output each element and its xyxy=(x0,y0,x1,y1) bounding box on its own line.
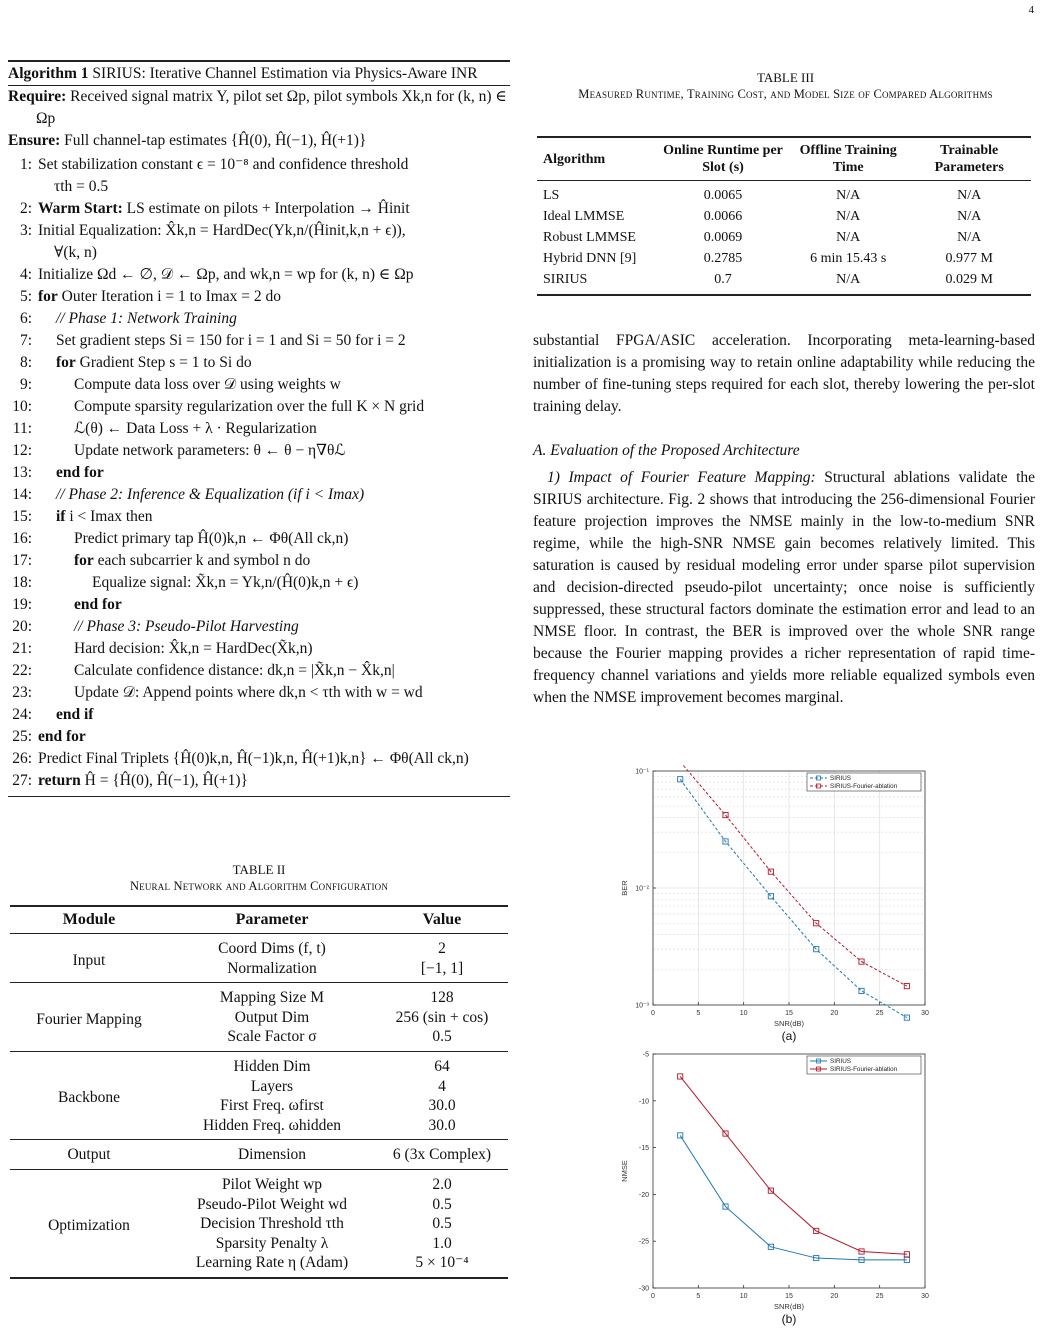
table2-row xyxy=(10,1051,508,1076)
series-line xyxy=(680,1135,907,1259)
table3-header: Algorithm xyxy=(543,151,606,167)
x-tick-label: 30 xyxy=(921,1010,929,1017)
line-number: 2: xyxy=(19,200,32,217)
x-tick-label: 15 xyxy=(785,1293,793,1300)
line-keyword: return xyxy=(38,772,81,789)
line-text xyxy=(56,352,252,374)
line-content: ℒ(θ) ← Data Loss + λ · Regularization xyxy=(74,420,317,437)
algorithm-line xyxy=(8,572,510,594)
line-number: 22: xyxy=(12,662,32,679)
algorithm-line xyxy=(8,704,510,726)
algorithm-line xyxy=(8,528,510,550)
y-tick-label: -20 xyxy=(638,1191,649,1199)
table2-value: 4 xyxy=(438,1077,446,1095)
line-content: LS estimate on pilots + Interpolation → Ĥinit xyxy=(122,200,410,217)
line-content: Outer Iteration i = 1 to Imax = 2 do xyxy=(57,288,282,305)
line-keyword: for xyxy=(38,288,58,305)
table2-module: Optimization xyxy=(48,1217,130,1235)
x-axis-label: SNR(dB) xyxy=(773,1019,805,1028)
line-text xyxy=(74,660,395,682)
line-text xyxy=(38,726,86,748)
algorithm-line xyxy=(8,176,510,198)
algorithm-line xyxy=(8,242,510,264)
table2-parameter: Layers xyxy=(250,1077,294,1095)
algorithm-line xyxy=(8,748,510,770)
line-text xyxy=(56,506,153,528)
line-content: // Phase 2: Inference & Equalization (if i < Imax) xyxy=(56,486,365,503)
table3-row xyxy=(537,181,1031,207)
series-line xyxy=(680,779,907,1017)
line-text xyxy=(74,638,313,660)
x-tick-label: 25 xyxy=(875,1293,884,1300)
line-number: 14: xyxy=(12,486,32,503)
line-content: i < Imax then xyxy=(65,508,153,525)
line-text xyxy=(38,198,410,220)
algorithm-line xyxy=(8,770,510,792)
table3-cell: N/A xyxy=(957,209,982,224)
table2-row xyxy=(10,1140,508,1170)
line-number: 24: xyxy=(12,706,32,723)
table2-value: 0.5 xyxy=(432,1195,452,1213)
line-number: 4: xyxy=(19,266,32,283)
line-number: 6: xyxy=(19,310,32,327)
table2-module: Output xyxy=(67,1146,111,1164)
table3-header: Offline Training Time xyxy=(799,143,897,175)
table2-value: 256 (sin + cos) xyxy=(395,1008,489,1026)
table2-caption xyxy=(10,862,508,894)
algorithm-line xyxy=(8,418,510,440)
table3-cell: 0.0065 xyxy=(703,188,743,203)
table2-row xyxy=(10,934,508,959)
line-number: 10: xyxy=(12,398,32,415)
line-text xyxy=(38,264,414,286)
algorithm-line xyxy=(8,374,510,396)
table3-cell: N/A xyxy=(836,188,861,203)
ber-chart xyxy=(615,765,945,1045)
line-text xyxy=(38,286,281,308)
table3-cell: 6 min 15.43 s xyxy=(810,251,887,266)
line-content: Initial Equalization: X̂k,n = HardDec(Yk,n/(Ĥinit,k,n + ϵ)), xyxy=(38,222,406,239)
data-point xyxy=(678,1133,683,1138)
x-axis-label: SNR(dB) xyxy=(773,1302,805,1311)
algorithm-label: Algorithm 1 xyxy=(8,65,89,82)
x-tick-label: 5 xyxy=(696,1293,701,1300)
algorithm-block xyxy=(8,60,510,797)
line-text xyxy=(38,154,408,176)
line-content: // Phase 3: Pseudo-Pilot Harvesting xyxy=(74,618,299,635)
table2-title: Neural Network and Algorithm Configuration xyxy=(129,879,389,893)
x-tick-label: 0 xyxy=(651,1010,655,1017)
algorithm-line xyxy=(8,264,510,286)
table3 xyxy=(537,136,1031,296)
algorithm-line xyxy=(8,682,510,704)
line-number: 8: xyxy=(19,354,32,371)
line-number: 13: xyxy=(12,464,32,481)
table3-cell: N/A xyxy=(836,272,861,287)
legend-entry: SIRIUS-Fourier-ablation xyxy=(830,1066,898,1074)
line-text xyxy=(74,374,341,396)
line-text xyxy=(74,550,310,572)
table2-value: 6 (3x Complex) xyxy=(392,1146,492,1164)
line-keyword: for xyxy=(56,354,76,371)
table2-parameter: Mapping Size M xyxy=(219,989,325,1007)
line-number: 7: xyxy=(19,332,32,349)
require-text: Received signal matrix Y, pilot set Ωp, pilot symbols Xk,n for (k, n) ∈ Ωp xyxy=(36,88,507,127)
algorithm-line xyxy=(8,330,510,352)
algorithm-line xyxy=(8,352,510,374)
legend-entry: SIRIUS-Fourier-ablation xyxy=(830,783,898,791)
x-tick-label: 30 xyxy=(921,1293,929,1300)
line-number: 1: xyxy=(19,156,32,173)
line-content: Update 𝒟: Append points where dk,n < τth with w = wd xyxy=(74,684,423,701)
table2-parameter: Coord Dims (f, t) xyxy=(218,940,326,957)
line-content: each subcarrier k and symbol n do xyxy=(93,552,311,569)
y-tick-label: 10⁻³ xyxy=(635,1002,649,1010)
line-content: Predict primary tap Ĥ(0)k,n ← Φθ(All ck,n) xyxy=(74,530,349,547)
table3-cell: N/A xyxy=(836,209,861,224)
line-text xyxy=(54,176,108,198)
y-axis-label: NMSE xyxy=(620,1160,629,1182)
line-content: // Phase 1: Network Training xyxy=(56,310,237,327)
algorithm-line xyxy=(8,462,510,484)
line-keyword: end for xyxy=(38,728,86,745)
line-number: 12: xyxy=(12,442,32,459)
line-text xyxy=(74,594,122,616)
table3-algorithm: Robust LMMSE xyxy=(543,230,636,245)
algorithm-line xyxy=(8,440,510,462)
table3-cell: 0.7 xyxy=(714,272,732,287)
page-number: 4 xyxy=(1028,4,1034,16)
line-text xyxy=(92,572,358,594)
algorithm-line xyxy=(8,550,510,572)
table2-parameter: Hidden Dim xyxy=(233,1057,311,1075)
x-tick-label: 10 xyxy=(739,1293,748,1300)
line-number: 9: xyxy=(19,376,32,393)
table3-row xyxy=(537,269,1031,295)
line-text xyxy=(74,528,348,550)
algorithm-line xyxy=(8,154,510,176)
line-content: Predict Final Triplets {Ĥ(0)k,n, Ĥ(−1)k,n, Ĥ(+1)k,n} ← Φθ(All ck,n) xyxy=(38,750,469,767)
subsection-heading: 1) Impact of Fourier Feature Mapping: xyxy=(547,469,816,486)
line-content: ∀(k, n) xyxy=(54,244,97,261)
line-text xyxy=(74,616,299,638)
algorithm-header xyxy=(8,62,510,85)
table3-cell: N/A xyxy=(957,230,982,245)
line-number: 23: xyxy=(12,684,32,701)
line-number: 20: xyxy=(12,618,32,635)
table2-value: 1.0 xyxy=(432,1234,452,1252)
table3-title: Measured Runtime, Training Cost, and Model Size of Compared Algorithms xyxy=(578,87,993,101)
line-text xyxy=(56,484,364,506)
table2-value: 0.5 xyxy=(432,1215,452,1233)
table2-value: [−1, 1] xyxy=(420,959,464,977)
paragraph-fourier xyxy=(533,467,1035,709)
table3-label: TABLE III xyxy=(756,70,815,85)
table2-label: TABLE II xyxy=(232,862,286,877)
table2-value: 30.0 xyxy=(428,1116,456,1134)
line-text xyxy=(38,770,248,792)
line-number: 27: xyxy=(12,772,32,789)
nmse-chart xyxy=(615,1048,945,1328)
line-text xyxy=(38,220,406,242)
table2-row xyxy=(10,1169,508,1194)
algorithm-line xyxy=(8,220,510,242)
algorithm-line xyxy=(8,506,510,528)
table2-parameter: Output Dim xyxy=(234,1008,310,1026)
algorithm-line xyxy=(8,660,510,682)
table3-algorithm: Ideal LMMSE xyxy=(543,209,625,224)
line-number: 5: xyxy=(19,288,32,305)
table3-algorithm: SIRIUS xyxy=(543,272,588,287)
algorithm-line xyxy=(8,396,510,418)
x-tick-label: 10 xyxy=(739,1010,748,1017)
table3-cell: 0.029 M xyxy=(945,272,993,287)
line-content: Equalize signal: X̃k,n = Yk,n/(Ĥ(0)k,n + ϵ) xyxy=(92,574,359,591)
line-content: Update network parameters: θ ← θ − η∇θℒ xyxy=(74,442,346,459)
data-point xyxy=(904,984,909,989)
line-keyword: if xyxy=(56,508,66,525)
algorithm-line xyxy=(8,484,510,506)
line-content: Compute sparsity regularization over the full K × N grid xyxy=(74,398,425,415)
ber-chart-svg xyxy=(615,765,945,1045)
y-tick-label: -15 xyxy=(638,1145,649,1153)
x-tick-label: 25 xyxy=(875,1010,884,1017)
line-text xyxy=(38,748,469,770)
table2-value: 2 xyxy=(438,940,446,957)
table2-parameter: First Freq. ωfirst xyxy=(220,1097,324,1115)
table2-parameter: Scale Factor σ xyxy=(227,1028,317,1046)
y-tick-label: -10 xyxy=(638,1098,649,1106)
line-number: 3: xyxy=(19,222,32,239)
line-text xyxy=(74,682,423,704)
table2-row xyxy=(10,983,508,1008)
table3-algorithm: Hybrid DNN [9] xyxy=(543,251,637,266)
table3-cell: 0.0066 xyxy=(703,209,743,224)
line-text xyxy=(54,242,97,264)
table2-parameter: Pilot Weight wp xyxy=(221,1175,323,1193)
nmse-chart-svg xyxy=(615,1048,945,1328)
line-number: 16: xyxy=(12,530,32,547)
table3-row xyxy=(537,248,1031,269)
line-text xyxy=(56,330,406,352)
table3-cell: 0.2785 xyxy=(703,251,743,266)
table2-parameter: Decision Threshold τth xyxy=(200,1215,344,1233)
line-content: Calculate confidence distance: dk,n = |X̃k,n − X̂k,n| xyxy=(74,662,395,679)
line-content: Set gradient steps Si = 150 for i = 1 and Si = 50 for i = 2 xyxy=(56,332,406,349)
y-tick-label: -30 xyxy=(638,1285,649,1293)
line-keyword: end for xyxy=(74,596,122,613)
line-number: 17: xyxy=(12,552,32,569)
section-heading: A. Evaluation of the Proposed Architecture xyxy=(533,442,800,459)
line-content: Hard decision: X̂k,n = HardDec(X̃k,n) xyxy=(74,640,313,657)
line-keyword: end if xyxy=(56,706,94,723)
line-content: Set stabilization constant ϵ = 10⁻⁸ and confidence threshold xyxy=(38,156,409,173)
table3-algorithm: LS xyxy=(543,188,560,203)
require-label: Require: xyxy=(8,88,67,105)
table3-row xyxy=(537,227,1031,248)
table3-caption xyxy=(533,70,1038,102)
x-tick-label: 20 xyxy=(830,1010,839,1017)
legend-entry: SIRIUS xyxy=(830,775,851,783)
y-axis-label: BER xyxy=(620,880,629,896)
table2-value: 128 xyxy=(430,989,454,1007)
table2-parameter: Sparsity Penalty λ xyxy=(215,1234,329,1252)
y-tick-label: 10⁻¹ xyxy=(635,768,649,776)
table2-module: Fourier Mapping xyxy=(36,1010,142,1028)
algorithm-line xyxy=(8,594,510,616)
table2-parameter: Normalization xyxy=(227,959,317,977)
line-number: 19: xyxy=(12,596,32,613)
series-line xyxy=(680,1076,907,1254)
table2-parameter: Pseudo-Pilot Weight wd xyxy=(196,1195,348,1213)
table3-header: Online Runtime per Slot (s) xyxy=(663,143,783,175)
line-content: Initialize Ωd ← ∅, 𝒟 ← Ωp, and wk,n = wp for (k, n) ∈ Ωp xyxy=(38,266,414,283)
table2-header: Module xyxy=(62,911,116,928)
algorithm-steps xyxy=(8,152,510,792)
legend-entry: SIRIUS xyxy=(830,1058,851,1066)
table3-cell: 0.977 M xyxy=(945,251,993,266)
algorithm-bottom-rule xyxy=(8,796,510,797)
table2-module: Backbone xyxy=(58,1089,120,1107)
line-text xyxy=(56,462,104,484)
line-number: 18: xyxy=(12,574,32,591)
line-content: Ĥ = {Ĥ(0), Ĥ(−1), Ĥ(+1)} xyxy=(80,772,248,789)
series-line xyxy=(680,765,907,986)
y-tick-label: -25 xyxy=(638,1238,649,1246)
paragraph-intro: substantial FPGA/ASIC acceleration. Incorporating meta-learning-based initialization is a promising way to retain online adaptability while reducing the number of fine-tuning steps required for each slot, thereby lowering the per-slot training delay. xyxy=(533,332,1035,415)
table3-header: Trainable Parameters xyxy=(934,143,1004,175)
ensure-label: Ensure: xyxy=(8,132,61,149)
line-text xyxy=(74,440,346,462)
x-tick-label: 0 xyxy=(651,1293,655,1300)
line-number: 25: xyxy=(12,728,32,745)
table2-value: 64 xyxy=(434,1057,450,1075)
line-content: Compute data loss over 𝒟 using weights w xyxy=(74,376,341,393)
line-number: 15: xyxy=(12,508,32,525)
algorithm-line xyxy=(8,726,510,748)
line-text xyxy=(74,418,317,440)
table3-cell: N/A xyxy=(957,188,982,203)
table2-module: Input xyxy=(72,951,106,969)
algorithm-line xyxy=(8,308,510,330)
line-number: 11: xyxy=(12,420,32,437)
table2-header: Parameter xyxy=(235,911,309,928)
algorithm-require xyxy=(8,86,510,130)
table3-row xyxy=(537,206,1031,227)
algorithm-ensure xyxy=(8,130,510,152)
table2 xyxy=(10,905,508,1279)
line-keyword: for xyxy=(74,552,94,569)
table2-value: 30.0 xyxy=(428,1097,456,1115)
subfigure-caption: (a) xyxy=(781,1029,797,1043)
table2-parameter: Dimension xyxy=(237,1146,307,1164)
algorithm-line xyxy=(8,286,510,308)
table2-parameter: Learning Rate η (Adam) xyxy=(195,1254,349,1272)
ensure-text: Full channel-tap estimates {Ĥ(0), Ĥ(−1), Ĥ(+1)} xyxy=(64,132,367,149)
algorithm-line xyxy=(8,198,510,220)
y-tick-label: -5 xyxy=(642,1051,649,1059)
table2-parameter: Hidden Freq. ωhidden xyxy=(202,1116,342,1134)
x-tick-label: 5 xyxy=(696,1010,701,1017)
algorithm-title: SIRIUS: Iterative Channel Estimation via Physics-Aware INR xyxy=(92,65,478,82)
subfigure-caption: (b) xyxy=(781,1312,797,1326)
algorithm-line xyxy=(8,638,510,660)
table2-value: 5 × 10⁻⁴ xyxy=(415,1254,469,1272)
y-tick-label: 10⁻² xyxy=(635,885,649,893)
line-keyword: Warm Start: xyxy=(38,200,123,217)
paragraph-fourier-text: Structural ablations validate the SIRIUS architecture. Fig. 2 shows that introducing the 256-dimensional Fourier feature projection improves the NMSE mainly in the low-to-medium SNR regime, while the high-SNR NMSE gain becomes relatively limited. This saturation is caused by residual modeling error under sparse pilot supervision and decision-directed pseudo-pilot uncertainty; once noise is sufficiently suppressed, these structural factors dominate the estimation error and lead to an NMSE floor. In contrast, the BER is improved over the whole SNR range because the Fourier mapping provides a richer representation of rapid time-frequency channel variations and yields more reliable equalized symbols even when the NMSE improvement becomes marginal. xyxy=(533,469,1035,706)
line-keyword: end for xyxy=(56,464,104,481)
line-number: 21: xyxy=(12,640,32,657)
algorithm-line xyxy=(8,616,510,638)
table3-cell: 0.0069 xyxy=(703,230,743,245)
line-content: τth = 0.5 xyxy=(54,178,109,195)
x-tick-label: 15 xyxy=(785,1010,793,1017)
table2-value: 0.5 xyxy=(432,1028,452,1046)
table2-value: 2.0 xyxy=(432,1175,452,1193)
line-text xyxy=(74,396,424,418)
x-tick-label: 20 xyxy=(830,1293,839,1300)
table2-header: Value xyxy=(422,911,462,928)
line-text xyxy=(56,704,93,726)
line-content: Gradient Step s = 1 to Si do xyxy=(75,354,252,371)
line-number: 26: xyxy=(12,750,32,767)
table3-cell: N/A xyxy=(836,230,861,245)
line-text xyxy=(56,308,237,330)
